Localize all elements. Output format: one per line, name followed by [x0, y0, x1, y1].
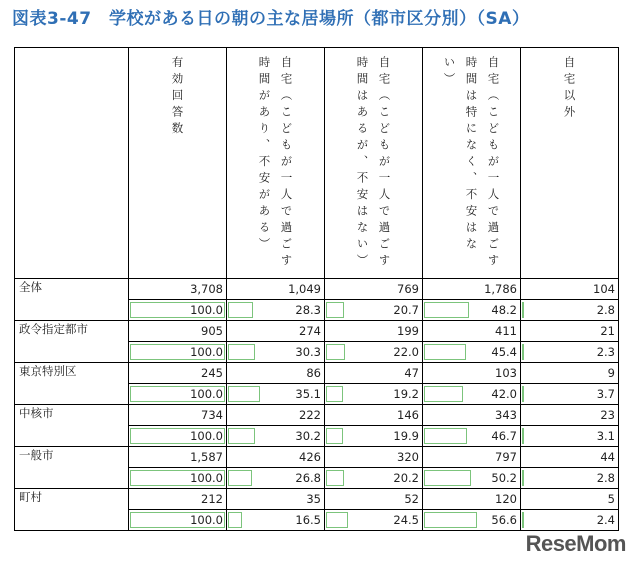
percent-cell [325, 426, 423, 447]
count-cell [227, 363, 325, 384]
count-value: 1,049 [288, 282, 321, 296]
percent-bar [326, 302, 344, 318]
header-label: 自宅（こどもが一人で過ごす時間はあるが、不安はない） [355, 56, 392, 271]
table-row [15, 405, 619, 426]
count-value: 44 [600, 450, 615, 464]
percent-value: 3.7 [596, 387, 615, 401]
row-label: 中核市 [15, 405, 129, 447]
count-value: 86 [306, 366, 321, 380]
percent-bar [228, 512, 242, 528]
percent-cell [423, 300, 521, 321]
percent-value: 2.8 [596, 303, 615, 317]
percent-value: 100.0 [190, 345, 223, 359]
count-value: 343 [495, 408, 517, 422]
percent-value: 30.3 [295, 345, 321, 359]
percent-value: 30.2 [295, 429, 321, 443]
percent-bar [424, 428, 467, 444]
count-cell [325, 321, 423, 342]
percent-value: 24.5 [393, 513, 419, 527]
percent-value: 28.3 [295, 303, 321, 317]
percent-cell [423, 426, 521, 447]
percent-value: 100.0 [190, 513, 223, 527]
header-label: 自宅（こどもが一人で過ごす時間は特になく、不安はない） [442, 56, 501, 271]
percent-cell [521, 342, 619, 363]
percent-cell [521, 510, 619, 531]
count-value: 426 [299, 450, 321, 464]
percent-cell [129, 384, 227, 405]
percent-value: 2.3 [596, 345, 615, 359]
table-row [15, 489, 619, 510]
percent-bar [522, 302, 524, 318]
percent-value: 50.2 [491, 471, 517, 485]
percent-value: 100.0 [190, 387, 223, 401]
percent-value: 100.0 [190, 429, 223, 443]
percent-cell [521, 426, 619, 447]
count-cell [423, 279, 521, 300]
resemom-logo: ReseMom [525, 531, 626, 556]
percent-bar [228, 344, 255, 360]
percent-cell [325, 300, 423, 321]
percent-bar [228, 428, 255, 444]
count-value: 1,587 [190, 450, 223, 464]
header-row [15, 48, 619, 279]
count-value: 905 [201, 324, 223, 338]
percent-cell [325, 384, 423, 405]
percent-cell [227, 300, 325, 321]
percent-value: 45.4 [491, 345, 517, 359]
count-cell [521, 447, 619, 468]
header-label: 自宅（こどもが一人で過ごす時間があり、不安がある） [257, 56, 294, 271]
table-row [15, 321, 619, 342]
percent-bar [228, 470, 252, 486]
percent-value: 19.9 [393, 429, 419, 443]
header-cell [325, 48, 423, 279]
count-value: 146 [397, 408, 419, 422]
percent-value: 26.8 [295, 471, 321, 485]
percent-bar [228, 302, 253, 318]
row-label: 政令指定都市 [15, 321, 129, 363]
percent-cell [129, 468, 227, 489]
count-value: 411 [495, 324, 517, 338]
header-cell [129, 48, 227, 279]
count-cell [521, 279, 619, 300]
count-value: 320 [397, 450, 419, 464]
count-value: 52 [404, 492, 419, 506]
percent-cell [129, 342, 227, 363]
count-cell [129, 363, 227, 384]
count-value: 103 [495, 366, 517, 380]
count-cell [325, 405, 423, 426]
count-cell [521, 321, 619, 342]
count-cell [129, 447, 227, 468]
percent-bar [424, 302, 469, 318]
row-label: 町村 [15, 489, 129, 531]
row-label: 東京特別区 [15, 363, 129, 405]
count-value: 23 [600, 408, 615, 422]
percent-cell [521, 468, 619, 489]
percent-value: 2.4 [596, 513, 615, 527]
header-label: 有効回答数 [170, 56, 185, 139]
percent-cell [227, 342, 325, 363]
page-title: 図表3-47 学校がある日の朝の主な居場所（都市区分別）（SA） [12, 9, 530, 29]
count-cell [129, 321, 227, 342]
count-value: 212 [201, 492, 223, 506]
percent-cell [325, 510, 423, 531]
percent-cell [423, 510, 521, 531]
percent-cell [423, 468, 521, 489]
count-cell [521, 489, 619, 510]
count-value: 274 [299, 324, 321, 338]
percent-cell [227, 426, 325, 447]
percent-cell [423, 342, 521, 363]
count-cell [423, 363, 521, 384]
count-cell [325, 279, 423, 300]
count-cell [325, 363, 423, 384]
percent-bar [424, 470, 471, 486]
percent-bar [522, 386, 524, 402]
percent-bar [326, 470, 344, 486]
count-value: 21 [600, 324, 615, 338]
percent-cell [227, 468, 325, 489]
percent-bar [424, 512, 477, 528]
percent-cell [129, 300, 227, 321]
table-row [15, 363, 619, 384]
header-corner [15, 48, 129, 279]
count-value: 245 [201, 366, 223, 380]
count-cell [325, 489, 423, 510]
header-cell [227, 48, 325, 279]
percent-bar [522, 428, 524, 444]
percent-bar [522, 512, 524, 528]
percent-value: 35.1 [295, 387, 321, 401]
count-cell [423, 321, 521, 342]
percent-bar [326, 428, 343, 444]
percent-value: 22.0 [393, 345, 419, 359]
count-cell [129, 279, 227, 300]
percent-cell [521, 300, 619, 321]
count-cell [423, 489, 521, 510]
count-value: 5 [607, 492, 615, 506]
percent-cell [423, 384, 521, 405]
row-label: 全体 [15, 279, 129, 321]
percent-value: 46.7 [491, 429, 517, 443]
percent-bar [326, 344, 345, 360]
percent-bar [424, 386, 463, 402]
count-cell [227, 321, 325, 342]
count-value: 222 [299, 408, 321, 422]
percent-value: 19.2 [393, 387, 419, 401]
percent-cell [521, 384, 619, 405]
count-cell [227, 279, 325, 300]
percent-bar [424, 344, 466, 360]
percent-value: 2.8 [596, 471, 615, 485]
count-value: 199 [397, 324, 419, 338]
count-cell [227, 447, 325, 468]
percent-cell [129, 510, 227, 531]
percent-cell [129, 426, 227, 447]
count-value: 1,786 [484, 282, 517, 296]
percent-bar [326, 386, 343, 402]
percent-value: 16.5 [295, 513, 321, 527]
percent-value: 100.0 [190, 471, 223, 485]
row-label: 一般市 [15, 447, 129, 489]
count-value: 9 [607, 366, 615, 380]
count-value: 734 [201, 408, 223, 422]
count-value: 47 [404, 366, 419, 380]
data-table [14, 47, 619, 531]
percent-value: 20.7 [393, 303, 419, 317]
count-cell [227, 489, 325, 510]
count-value: 3,708 [190, 282, 223, 296]
percent-bar [522, 344, 524, 360]
table-row [15, 447, 619, 468]
count-cell [129, 489, 227, 510]
percent-cell [227, 510, 325, 531]
count-cell [129, 405, 227, 426]
percent-value: 3.1 [596, 429, 615, 443]
percent-value: 20.2 [393, 471, 419, 485]
table-row [15, 279, 619, 300]
percent-bar [228, 386, 260, 402]
count-value: 35 [306, 492, 321, 506]
percent-cell [325, 468, 423, 489]
header-cell [423, 48, 521, 279]
percent-cell [325, 342, 423, 363]
count-value: 104 [593, 282, 615, 296]
percent-value: 42.0 [491, 387, 517, 401]
percent-bar [522, 470, 524, 486]
count-cell [325, 447, 423, 468]
count-cell [521, 363, 619, 384]
percent-value: 56.6 [491, 513, 517, 527]
percent-value: 100.0 [190, 303, 223, 317]
count-value: 769 [397, 282, 419, 296]
header-cell [521, 48, 619, 279]
percent-cell [227, 384, 325, 405]
percent-value: 48.2 [491, 303, 517, 317]
percent-bar [326, 512, 348, 528]
count-cell [521, 405, 619, 426]
count-cell [423, 447, 521, 468]
count-value: 797 [495, 450, 517, 464]
count-cell [423, 405, 521, 426]
count-cell [227, 405, 325, 426]
count-value: 120 [495, 492, 517, 506]
header-label: 自宅以外 [562, 56, 577, 122]
